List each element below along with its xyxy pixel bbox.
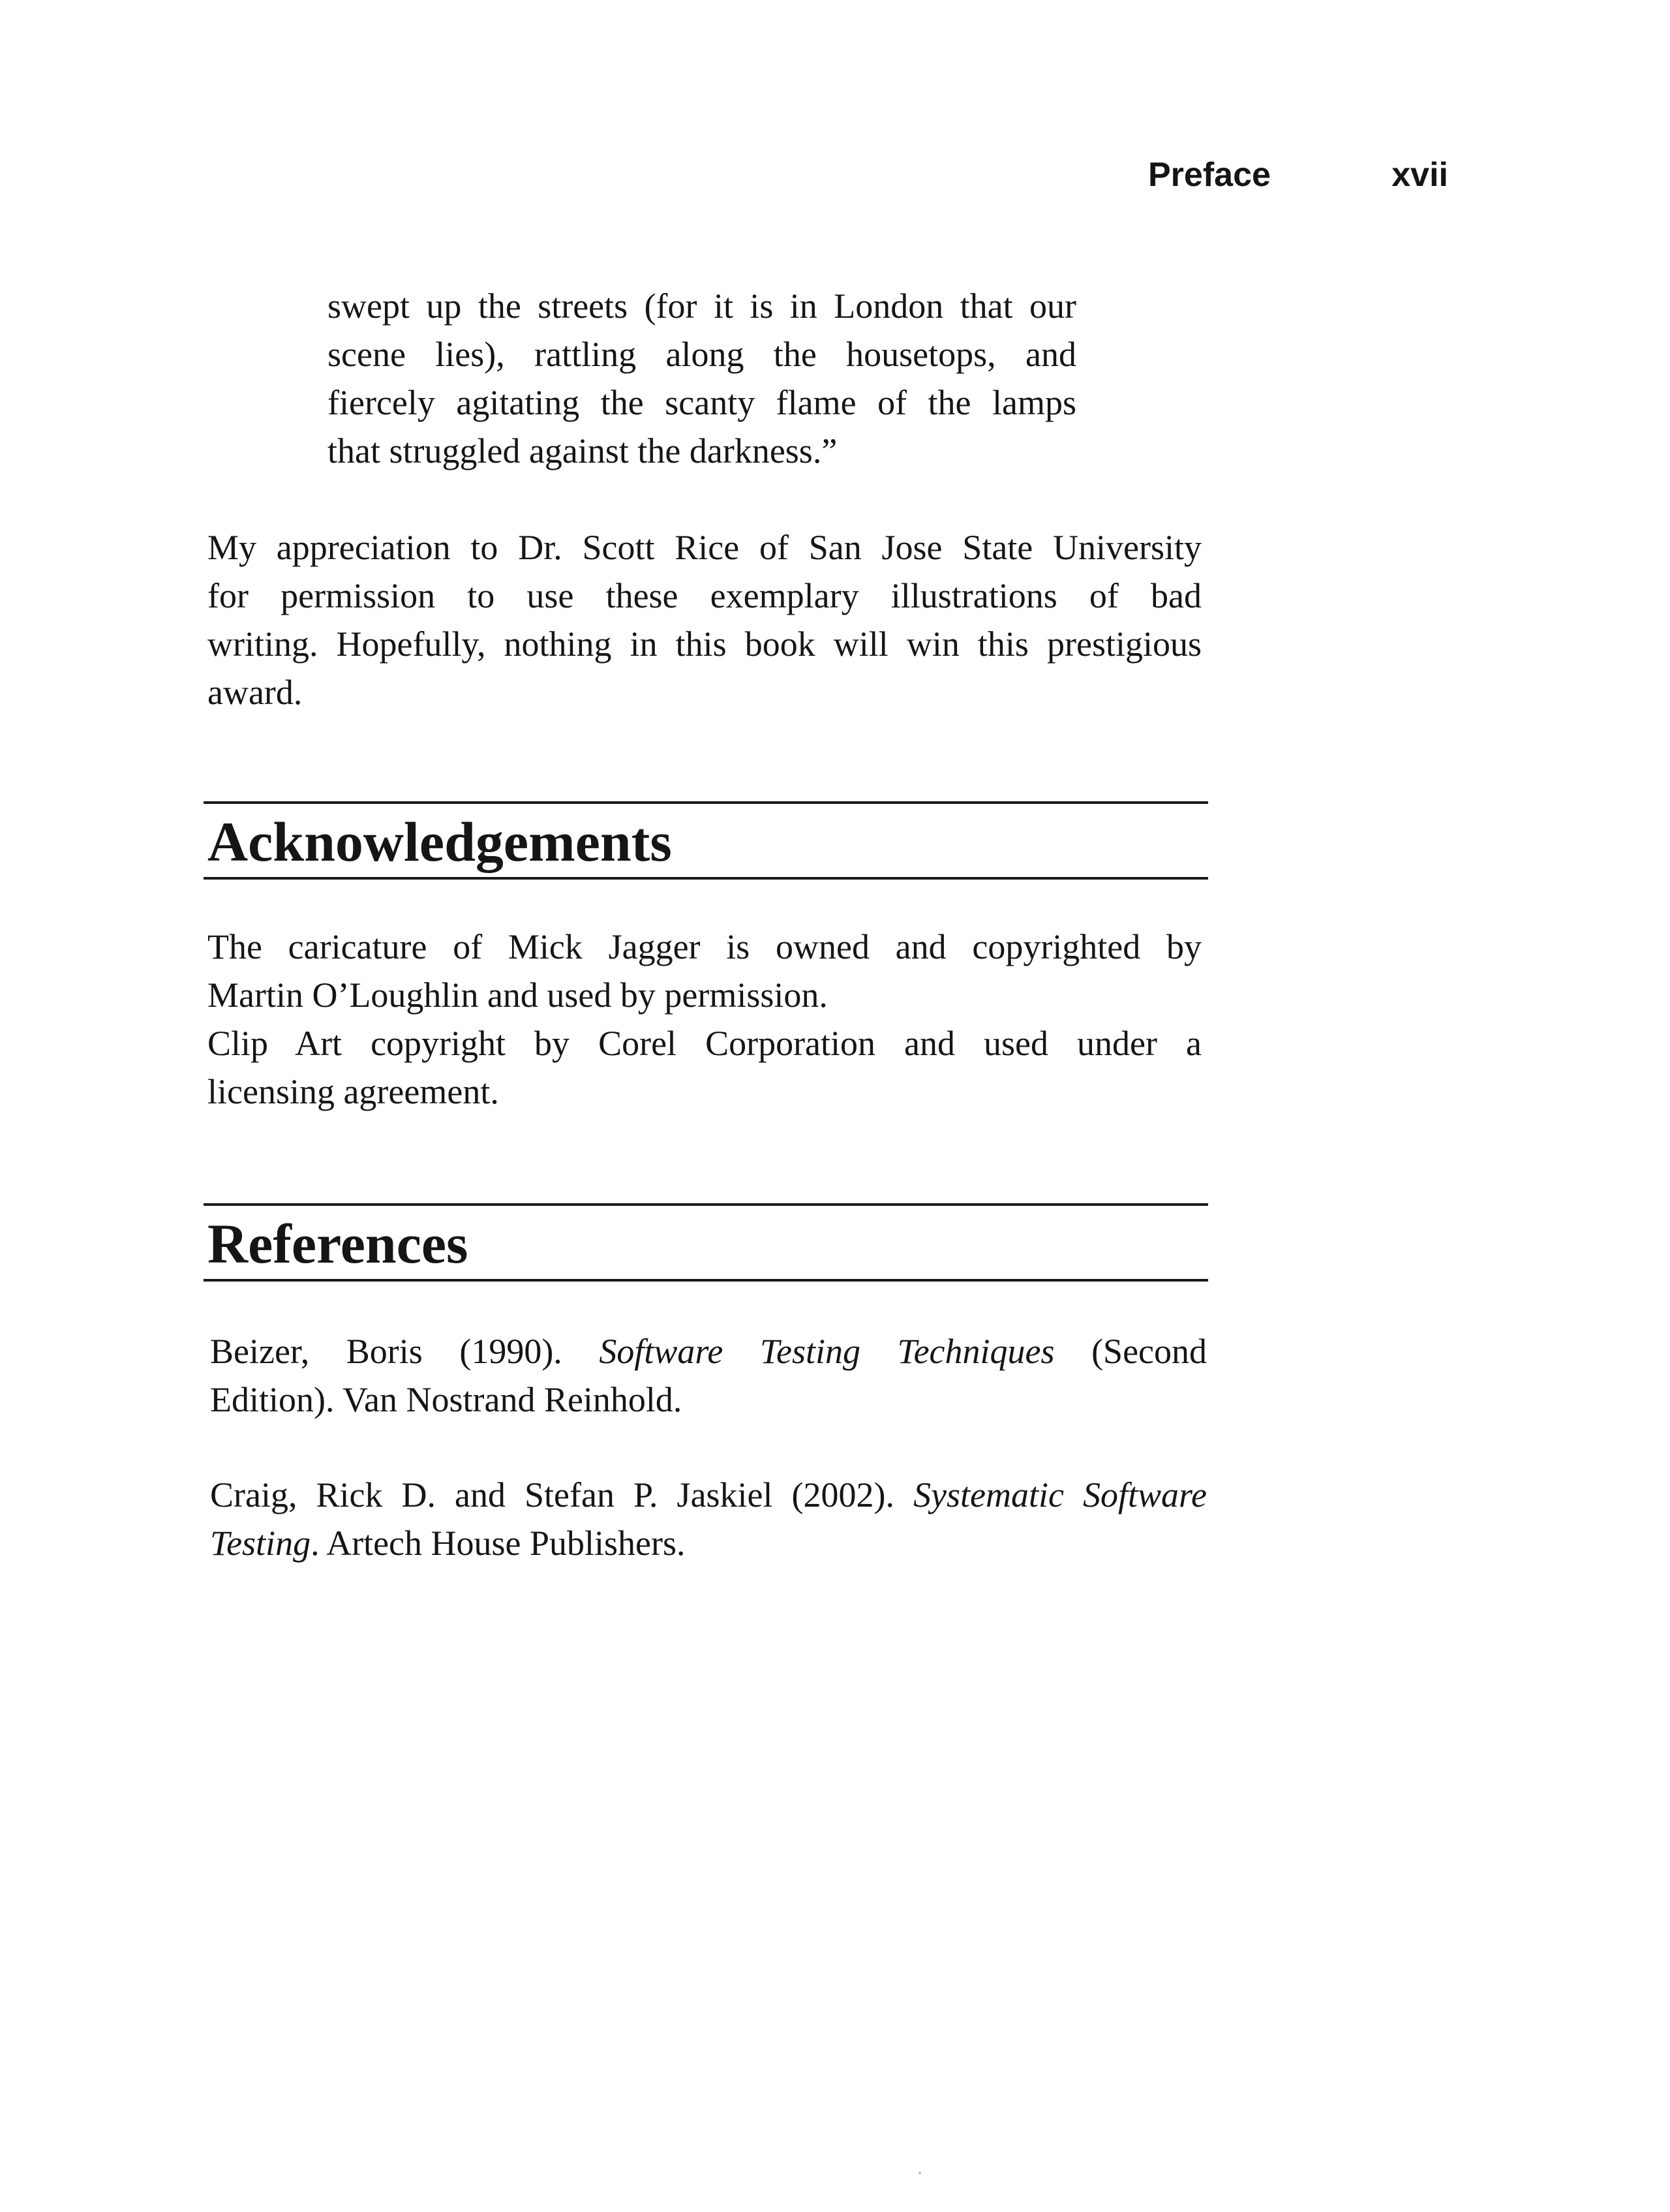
reference-title: Testing (210, 1524, 311, 1563)
paragraph-line: licensing agreement. (207, 1072, 499, 1111)
acknowledgements-paragraph (207, 923, 1202, 1116)
references-heading: References (207, 1212, 468, 1275)
section-rule-bottom (204, 877, 1208, 880)
quote-line: swept up the streets (for it is in London that our (327, 286, 1076, 326)
appreciation-paragraph (207, 523, 1202, 716)
reference-publisher: . Artech House Publishers. (311, 1524, 686, 1563)
quote-line: scene lies), rattling along the housetops, and (327, 335, 1076, 374)
reference-line (210, 1327, 1207, 1375)
quote-line: that struggled against the darkness.” (327, 431, 838, 470)
paragraph-line: award. (207, 673, 303, 712)
quote-line: fiercely agitating the scanty flame of the lamps (327, 383, 1076, 422)
running-head (1148, 149, 1448, 201)
paragraph-line: Clip Art copyright by Corel Corporation and used under a (207, 1024, 1202, 1063)
paragraph-line: The caricature of Mick Jagger is owned and copyrighted by (207, 927, 1202, 966)
reference-authors: Craig, Rick D. and Stefan P. Jaskiel (2002). (210, 1475, 895, 1514)
section-rule-top (204, 1203, 1208, 1206)
scan-speck (918, 2172, 921, 2174)
reference-title: Software Testing Techniques (599, 1332, 1055, 1371)
paragraph-line: for permission to use these exemplary illustrations of bad (207, 576, 1202, 615)
reference-line: Edition). Van Nostrand Reinhold. (210, 1380, 682, 1419)
paragraph-line: writing. Hopefully, nothing in this book will win this prestigious (207, 624, 1202, 664)
reference-authors: Beizer, Boris (1990). (210, 1332, 562, 1371)
page-number: xvii (1391, 156, 1448, 194)
block-quote (327, 282, 1076, 475)
reference-line (210, 1519, 1207, 1567)
reference-title: Systematic Software (913, 1475, 1207, 1514)
paragraph-line: My appreciation to Dr. Scott Rice of San Jose State University (207, 528, 1202, 567)
acknowledgements-heading: Acknowledgements (207, 810, 672, 873)
reference-entry (210, 1471, 1207, 1567)
reference-line (210, 1471, 1207, 1519)
reference-edition: (Second (1091, 1332, 1207, 1371)
section-rule-bottom (204, 1279, 1208, 1282)
paragraph-line: Martin O’Loughlin and used by permission. (207, 975, 828, 1015)
reference-entry (210, 1327, 1207, 1424)
running-head-section: Preface (1148, 156, 1271, 194)
section-rule-top (204, 801, 1208, 804)
